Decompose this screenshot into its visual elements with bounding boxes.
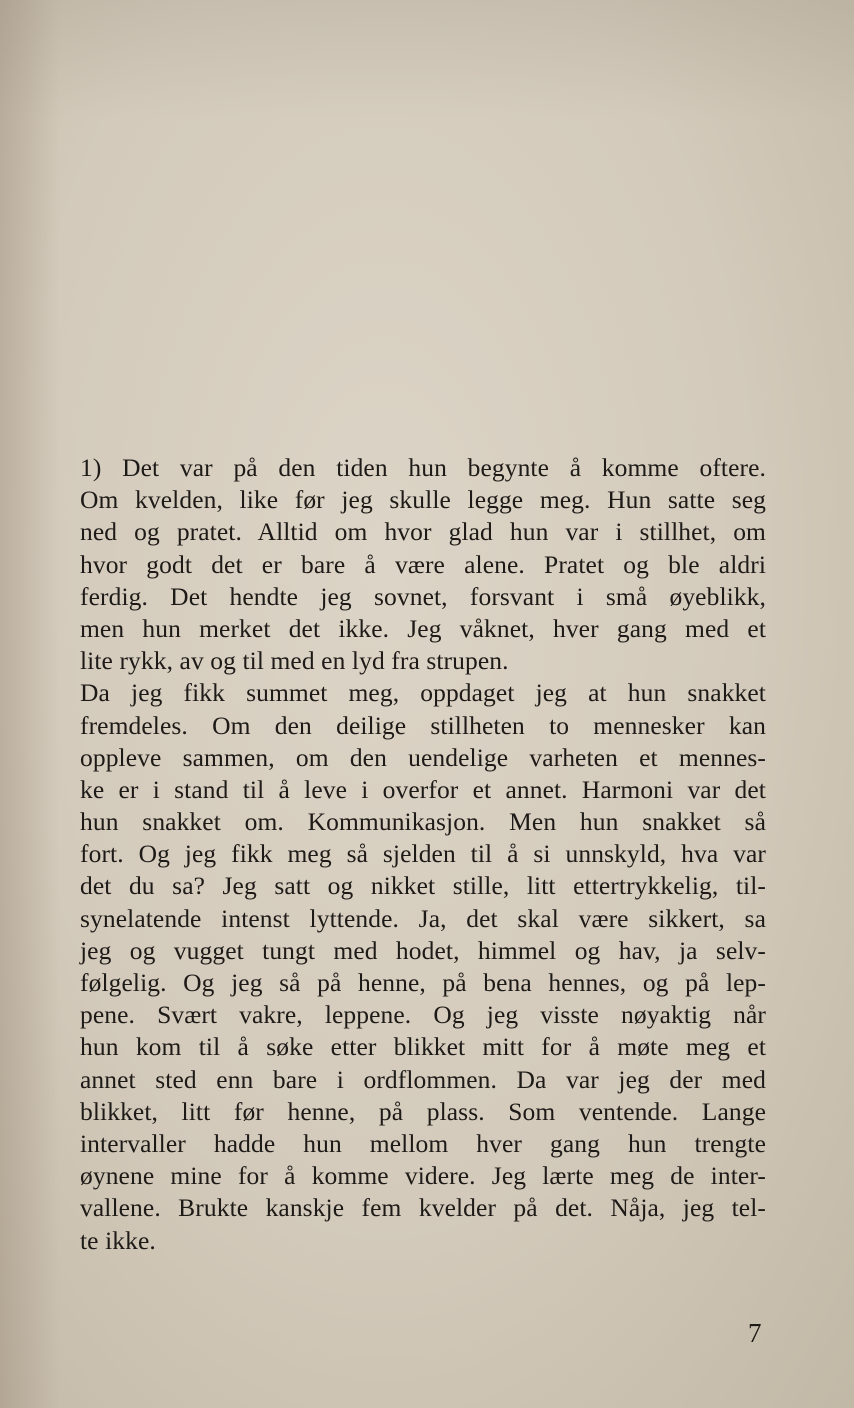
text-line: det du sa? Jeg satt og nikket stille, litt ettertrykkelig, til- xyxy=(80,871,766,901)
text-line: 1) Det var på den tiden hun begynte å komme oftere. xyxy=(80,453,766,482)
text-line: hun snakket om. Kommunikasjon. Men hun snakket så xyxy=(80,807,766,837)
text-line: intervaller hadde hun mellom hver gang hun trengte xyxy=(80,1128,766,1158)
text-line: pene. Svært vakre, leppene. Og jeg visste nøyaktig når xyxy=(80,1000,766,1030)
text-line: oppleve sammen, om den uendelige varheten et mennes- xyxy=(80,742,766,772)
text-line: vallene. Brukte kanskje fem kvelder på det. Nåja, jeg tel- xyxy=(80,1193,766,1223)
text-line: jeg og vugget tungt med hodet, himmel og hav, ja selv- xyxy=(80,935,766,965)
text-line: hvor godt det er bare å være alene. Pratet og ble aldri xyxy=(80,549,766,579)
body-text xyxy=(80,452,766,1257)
text-line: Om kvelden, like før jeg skulle legge meg. Hun satte seg xyxy=(80,485,766,515)
text-line: fremdeles. Om den deilige stillheten to mennesker kan xyxy=(80,710,766,740)
text-line: ferdig. Det hendte jeg sovnet, forsvant i små øyeblikk, xyxy=(80,581,766,611)
text-line: lite rykk, av og til med en lyd fra strupen. xyxy=(80,646,509,676)
page-shadow-left xyxy=(0,0,60,1408)
text-line: følgelig. Og jeg så på henne, på bena hennes, og på lep- xyxy=(80,968,766,997)
text-line: hun kom til å søke etter blikket mitt for å møte meg et xyxy=(80,1032,766,1062)
text-line: ke er i stand til å leve i overfor et annet. Harmoni var det xyxy=(80,774,766,804)
page-number: 7 xyxy=(748,1318,762,1348)
text-line: annet sted enn bare i ordflommen. Da var jeg der med xyxy=(80,1064,766,1094)
text-line: øynene mine for å komme videre. Jeg lærte meg de inter- xyxy=(80,1161,766,1191)
page-shadow-top xyxy=(0,0,854,120)
text-line: te ikke. xyxy=(80,1225,156,1255)
text-line: men hun merket det ikke. Jeg våknet, hver gang med et xyxy=(80,613,766,643)
text-line: synelatende intenst lyttende. Ja, det skal være sikkert, sa xyxy=(80,903,766,933)
text-line: Da jeg fikk summet meg, oppdaget jeg at hun snakket xyxy=(80,678,766,708)
text-line: fort. Og jeg fikk meg så sjelden til å si unnskyld, hva var xyxy=(80,839,766,869)
text-line: ned og pratet. Alltid om hvor glad hun var i stillhet, om xyxy=(80,517,766,547)
text-line: blikket, litt før henne, på plass. Som ventende. Lange xyxy=(80,1096,766,1126)
